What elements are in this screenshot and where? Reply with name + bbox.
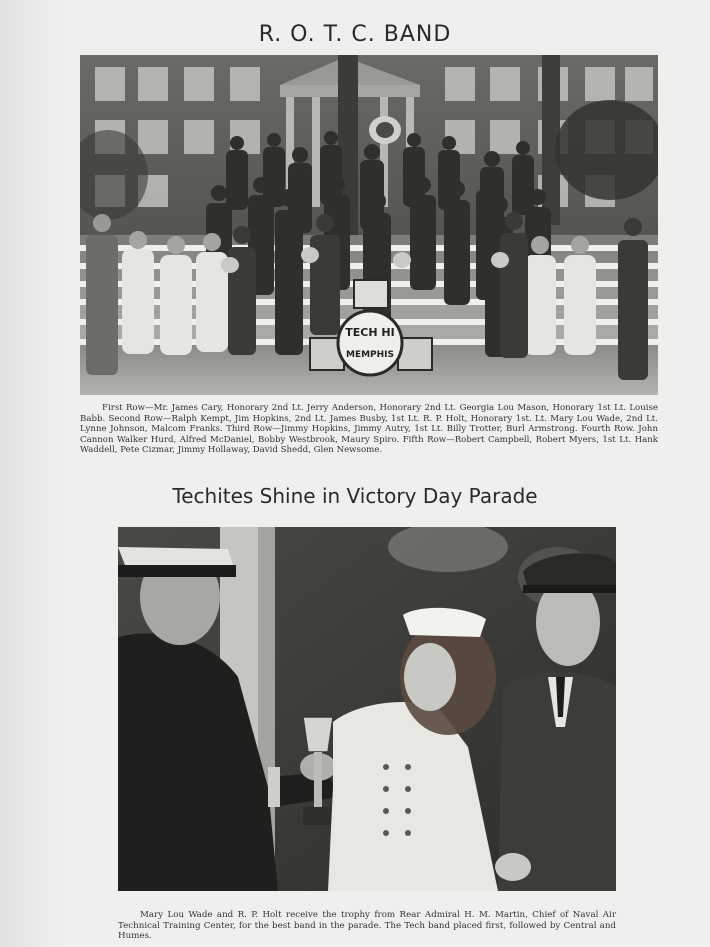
trophy-caption: Mary Lou Wade and R. P. Holt receive the trophy from Rear Admiral H. M. Martin, Chief of Naval Air Technical Training Center, for the best band in the parade. The Tech band placed first, followed by Central and Humes. (118, 910, 616, 942)
rotc-band-title: R. O. T. C. BAND (258, 22, 452, 47)
trophy-presentation-photo (118, 527, 616, 891)
drum-label-bottom: MEMPHIS (345, 350, 395, 360)
victory-parade-title: Techites Shine in Victory Day Parade (172, 484, 538, 508)
drum-label-top: TECH HI (345, 326, 395, 339)
rotc-band-photo (80, 55, 658, 395)
rotc-band-caption: First Row—Mr. James Cary, Honorary 2nd Lt. Jerry Anderson, Honorary 2nd Lt. Georgia Lou Mason, Honorary 1st Lt. Louise Babb. Second Row—Ralph Kempt, Jim Hopkins, 2nd Lt. James Busby, 1st Lt. R. P. Holt, Honorary 1st. Lt. Mary Lou Wade, 2nd Lt. Lynne Johnson, Malcom Franks. Third Row—Jimmy Hopkins, Jimmy Autry, 1st Lt. Billy Trotter, Burl Armstrong. Fourth Row. John Cannon Walker Hurd, Alfred McDaniel, Bobby Westbrook, Maury Spiro. Fifth Row—Robert Campbell, Robert Myers, 1st Lt. Hank Waddell, Pete Cizmar, Jimmy Hollaway, David Shedd, Glen Newsome. (80, 403, 658, 456)
page-binding-shadow (0, 0, 60, 947)
